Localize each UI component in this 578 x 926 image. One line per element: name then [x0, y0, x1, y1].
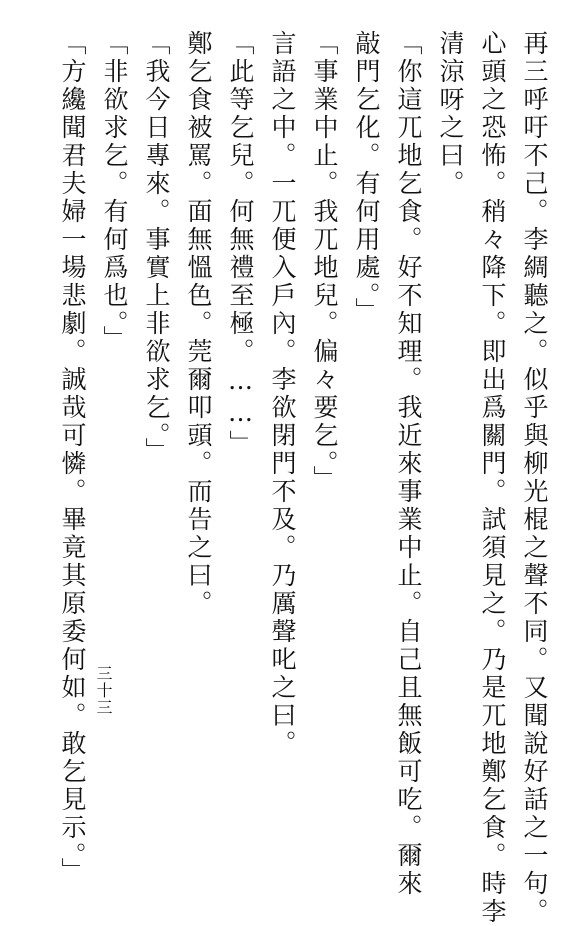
- text-column-8: 「此等乞兒。何無禮至極。……」: [226, 30, 255, 458]
- text-column-5: 敲門乞化。有何用處。」: [352, 30, 381, 326]
- text-column-6: 「事業中止。我兀地兒。偏々要乞。」: [310, 30, 339, 494]
- text-column-11: 「非欲求乞。有何爲也。」: [100, 30, 129, 354]
- text-column-1: 再三呼吁不己。李綢聽之。似乎與柳光棍之聲不同。又聞說好話之一句。: [520, 30, 549, 926]
- text-column-9: 鄭乞食被罵。面無慍色。莞爾叩頭。而告之曰。: [184, 30, 213, 618]
- text-column-12: 「方纔聞君夫婦一場悲劇。誠哉可憐。畢竟其原委何如。敢乞見示。」: [58, 30, 87, 886]
- text-column-4: 「你這兀地乞食。好不知理。我近來事業中止。自己且無飯可吃。爾來: [394, 30, 423, 898]
- text-column-10: 「我今日專來。事實上非欲求乞。」: [142, 30, 171, 466]
- page-number: 三十三: [94, 665, 113, 716]
- text-column-3: 清涼呀之曰。: [436, 30, 465, 198]
- text-column-2: 心頭之恐怖。稍々降下。即出爲關門。試須見之。乃是兀地鄭乞食。時李: [478, 30, 507, 926]
- vertical-text-block: [54, 30, 552, 926]
- text-column-7: 言語之中。一兀便入戶內。李欲閉門不及。乃厲聲叱之曰。: [268, 30, 297, 758]
